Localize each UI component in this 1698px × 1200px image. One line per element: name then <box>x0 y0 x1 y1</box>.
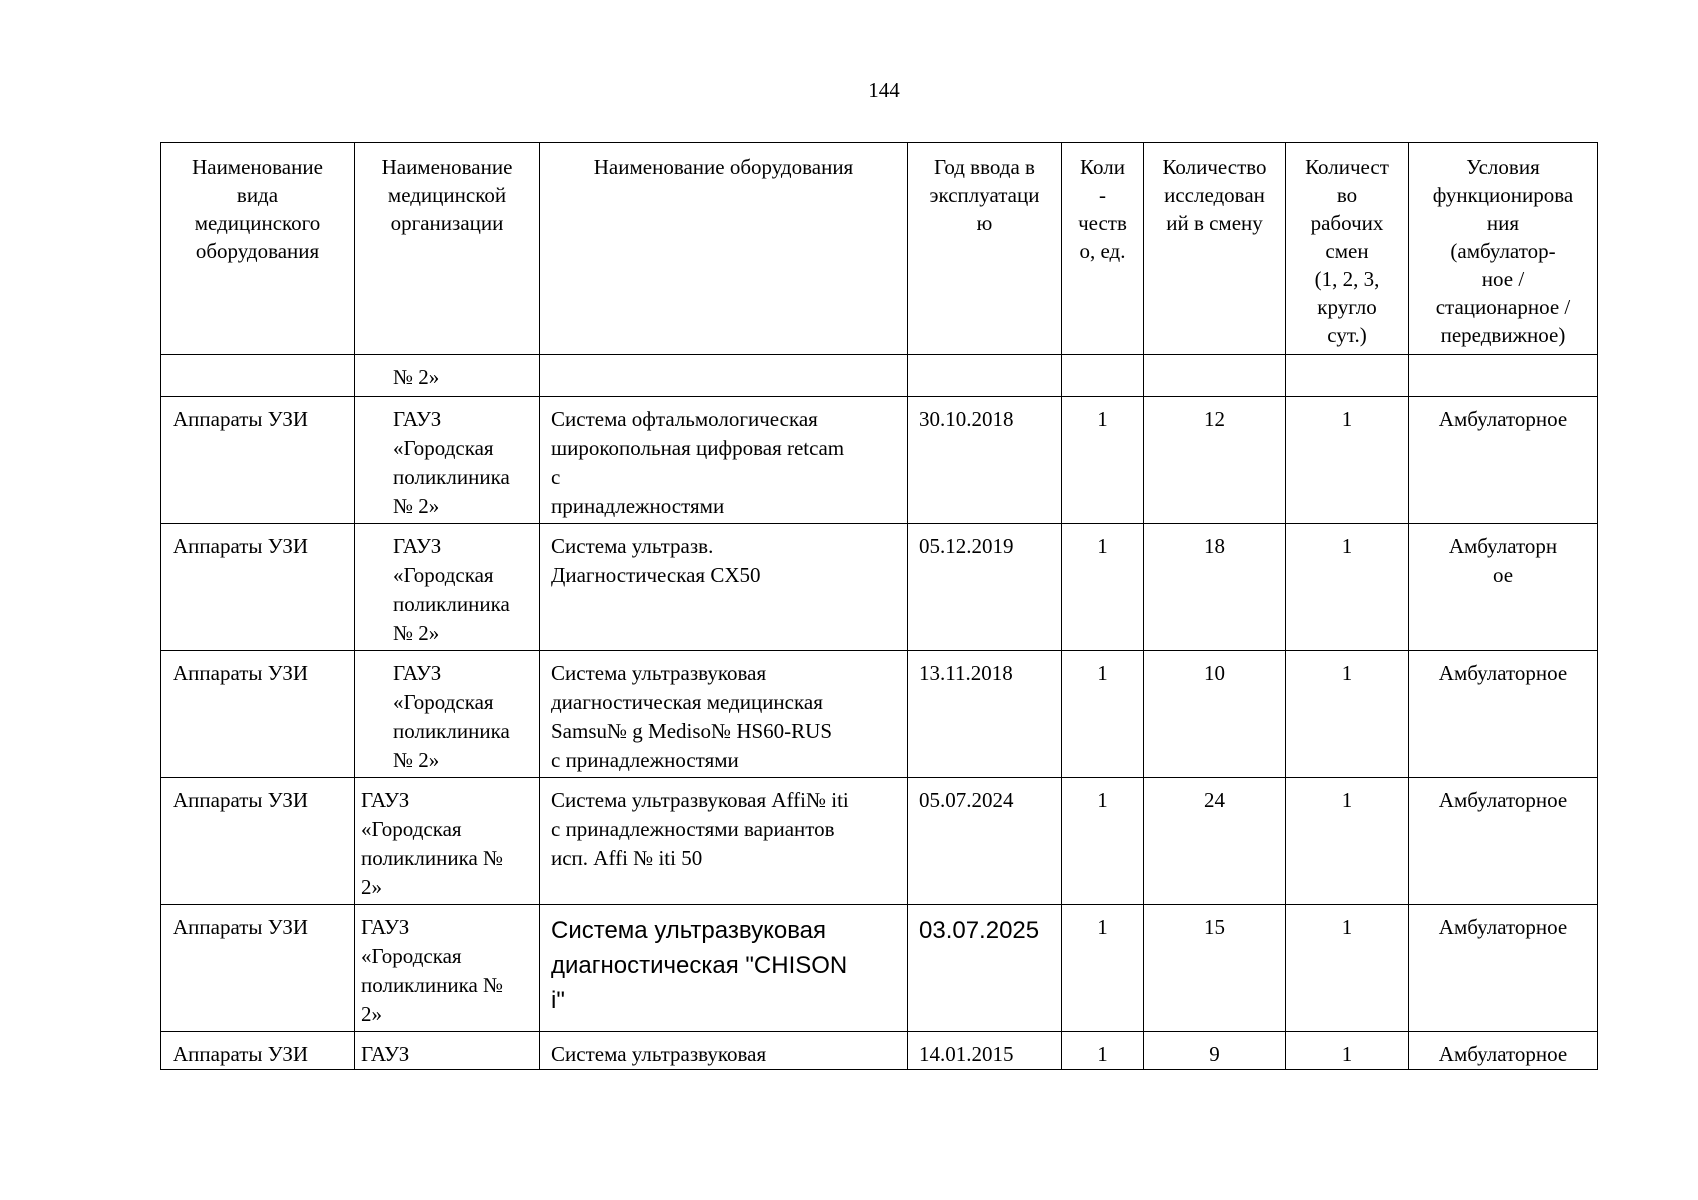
cell-organization: ГАУЗ «Городская поликлиника № 2» <box>355 524 540 651</box>
cell-shifts: 1 <box>1286 1032 1409 1070</box>
cell-equipment: Система ультразвуковая диагностическая медицинская Samsu№ g Mediso№ HS60-RUS с принадлежностями <box>540 651 908 778</box>
equipment-table <box>160 142 1598 1070</box>
cell-quantity: 1 <box>1062 778 1144 905</box>
header-equipment: Наименование оборудования <box>540 143 908 355</box>
cell-equipment: Система ультразв. Диагностическая CX50 <box>540 524 908 651</box>
cell-studies: 12 <box>1144 397 1286 524</box>
cell-conditions: Амбулаторн ое <box>1409 524 1598 651</box>
header-conditions: Условия функционирова ния (амбулатор- ное / стационарное / передвижное) <box>1409 143 1598 355</box>
cell-conditions: Амбулаторное <box>1409 905 1598 1032</box>
cell-conditions: Амбулаторное <box>1409 651 1598 778</box>
cell-conditions: Амбулаторное <box>1409 778 1598 905</box>
cell-quantity: 1 <box>1062 397 1144 524</box>
continuation-row <box>161 355 1598 397</box>
header-row <box>161 143 1598 355</box>
cell-shifts: 1 <box>1286 778 1409 905</box>
cell-year: 30.10.2018 <box>908 397 1062 524</box>
cell-kind: Аппараты УЗИ <box>161 524 355 651</box>
cell-organization: № 2» <box>355 355 540 397</box>
cell-kind: Аппараты УЗИ <box>161 905 355 1032</box>
cell-organization: ГАУЗ «Городская поликлиника № 2» <box>355 778 540 905</box>
cell-conditions: Амбулаторное <box>1409 1032 1598 1070</box>
cell-studies: 10 <box>1144 651 1286 778</box>
cell-kind <box>161 355 355 397</box>
cell-shifts: 1 <box>1286 651 1409 778</box>
table-row <box>161 778 1598 905</box>
cell-shifts: 1 <box>1286 397 1409 524</box>
cell-studies: 18 <box>1144 524 1286 651</box>
cell-kind: Аппараты УЗИ <box>161 1032 355 1070</box>
cell-equipment: Система ультразвуковая диагностическая "CHISON i" <box>540 905 908 1032</box>
cell-kind: Аппараты УЗИ <box>161 651 355 778</box>
cell-year: 05.12.2019 <box>908 524 1062 651</box>
cell-year: 14.01.2015 <box>908 1032 1062 1070</box>
cell-quantity: 1 <box>1062 524 1144 651</box>
cell-shifts: 1 <box>1286 524 1409 651</box>
cell-year: 13.11.2018 <box>908 651 1062 778</box>
cell-organization: ГАУЗ <box>355 1032 540 1070</box>
table-row <box>161 905 1598 1032</box>
cell-quantity <box>1062 355 1144 397</box>
cell-shifts <box>1286 355 1409 397</box>
cell-year <box>908 355 1062 397</box>
header-quantity: Коли - честв о, ед. <box>1062 143 1144 355</box>
table-row <box>161 397 1598 524</box>
cell-shifts: 1 <box>1286 905 1409 1032</box>
header-studies: Количество исследован ий в смену <box>1144 143 1286 355</box>
header-shifts: Количест во рабочих смен (1, 2, 3, кругло сут.) <box>1286 143 1409 355</box>
cell-kind: Аппараты УЗИ <box>161 778 355 905</box>
cell-quantity: 1 <box>1062 1032 1144 1070</box>
cell-organization: ГАУЗ «Городская поликлиника № 2» <box>355 397 540 524</box>
cell-quantity: 1 <box>1062 905 1144 1032</box>
table-row <box>161 524 1598 651</box>
cell-conditions <box>1409 355 1598 397</box>
cell-year: 03.07.2025 <box>908 905 1062 1032</box>
cell-equipment: Система ультразвуковая Affi№ iti с принадлежностями вариантов исп. Affi № iti 50 <box>540 778 908 905</box>
table-row <box>161 651 1598 778</box>
cell-studies: 9 <box>1144 1032 1286 1070</box>
cell-year: 05.07.2024 <box>908 778 1062 905</box>
cell-organization: ГАУЗ «Городская поликлиника № 2» <box>355 905 540 1032</box>
header-kind: Наименование вида медицинского оборудования <box>161 143 355 355</box>
table-row <box>161 1032 1598 1070</box>
page-number: 144 <box>868 78 900 102</box>
header-year: Год ввода в эксплуатаци ю <box>908 143 1062 355</box>
cell-studies: 15 <box>1144 905 1286 1032</box>
cell-conditions: Амбулаторное <box>1409 397 1598 524</box>
cell-equipment: Система офтальмологическая широкопольная цифровая retcam с принадлежностями <box>540 397 908 524</box>
cell-studies <box>1144 355 1286 397</box>
cell-organization: ГАУЗ «Городская поликлиника № 2» <box>355 651 540 778</box>
cell-equipment: Система ультразвуковая <box>540 1032 908 1070</box>
cell-kind: Аппараты УЗИ <box>161 397 355 524</box>
cell-studies: 24 <box>1144 778 1286 905</box>
cell-quantity: 1 <box>1062 651 1144 778</box>
header-organization: Наименование медицинской организации <box>355 143 540 355</box>
cell-equipment <box>540 355 908 397</box>
